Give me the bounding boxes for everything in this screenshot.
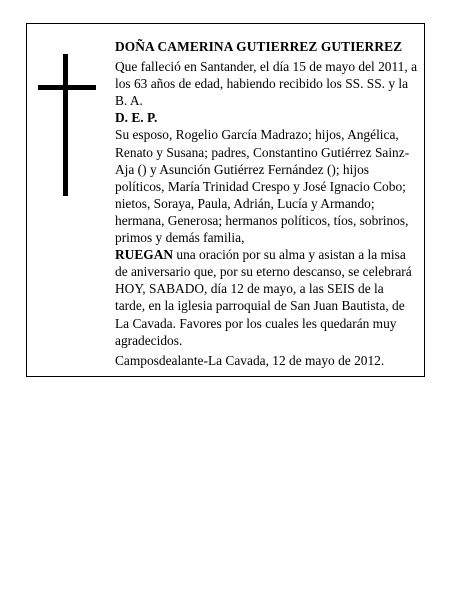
cross-icon xyxy=(63,54,68,196)
deceased-name: DOÑA CAMERINA GUTIERREZ GUTIERREZ xyxy=(115,39,403,54)
death-details: Que falleció en Santander, el día 15 de mayo del 2011, a los 63 años de edad, habiendo recibido los SS. SS. y la B. A. xyxy=(115,59,418,109)
request-label: RUEGAN xyxy=(115,247,174,263)
rip-line: D. E. P. xyxy=(115,110,158,126)
cross-icon-bar xyxy=(38,85,96,90)
place-date: Camposdealante-La Cavada, 12 de mayo de 2012. xyxy=(115,352,385,368)
request-paragraph xyxy=(115,246,417,349)
family-list: Su esposo, Rogelio García Madrazo; hijos, Angélica, Renato y Susana; padres, Constantino Gutiérrez Sainz-Aja () y Asunción Gutiérrez Fernández (); hijos políticos, María Trinidad Crespo y José Ignacio Cobo; nietos, Soraya, Paula, Adrián, Lucía y Armando; hermana, Generosa; hermanos políticos, tíos, sobrinos, primos y demás familia, xyxy=(115,127,410,246)
request-text: una oración por su alma y asistan a la misa de aniversario que, por su eterno descanso, se celebrará HOY, SABADO, día 12 de mayo, a las SEIS de la tarde, en la iglesia parroquial de San Juan Bautista, de La Cavada. Favores por los cuales les quedarán muy agradecidos. xyxy=(115,247,412,348)
notice-text xyxy=(115,38,417,369)
